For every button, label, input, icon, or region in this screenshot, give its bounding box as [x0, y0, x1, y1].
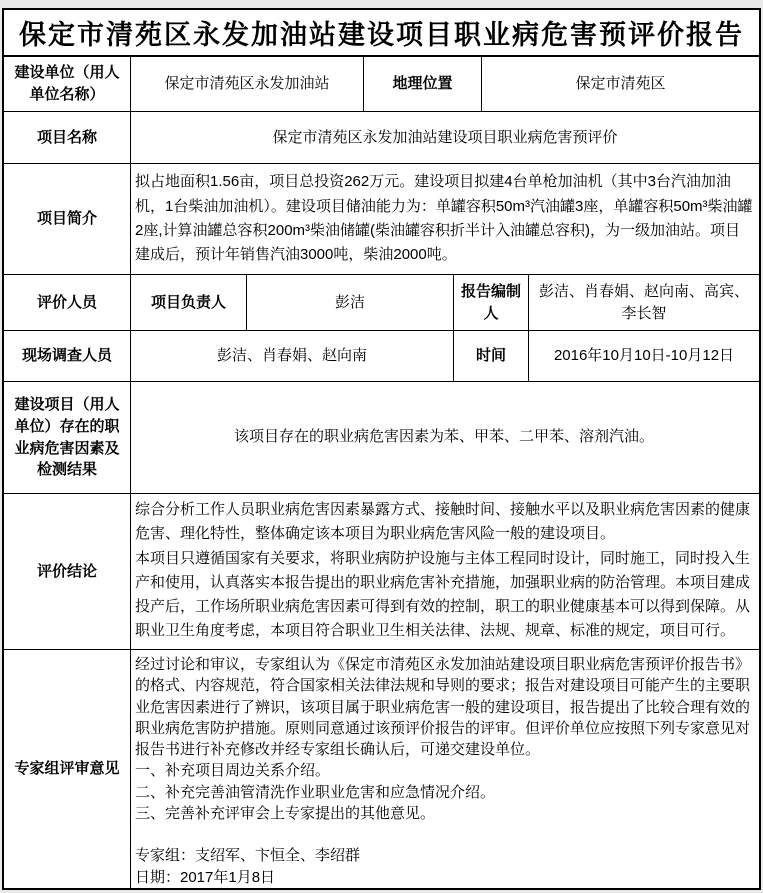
evaluators-label: 评价人员 — [4, 275, 131, 330]
expert-opinion-paragraph: 经过讨论和审议，专家组认为《保定市清苑区永发加油站建设项目职业病危害预评价报告书》的格式、内容规范，符合国家相关法律法规和导则的要求；报告对建设项目可能产生的主要职业危害因素进行了辨识，该项目属于职业病危害一般的建设项目，报告提出了比较合理有效的职业病危害防护措施。原则同意通过该预评价报告的评审。但评价单位应按照下列专家意见对报告书进行补充修改并经专家组长确认后，可递交建设单位。 — [135, 656, 751, 759]
report-writers-value: 彭洁、肖春娟、赵向南、高宾、李长智 — [538, 282, 749, 322]
report-table — [2, 8, 761, 890]
location-value: 保定市清苑区 — [575, 75, 666, 93]
survey-label: 现场调查人员 — [4, 331, 131, 381]
conclusion-paragraph-2: 本项目只遵循国家有关要求，将职业病防护设施与主体工程同时设计，同时施工，同时投入生产和使用，认真落实本报告提出的职业病危害补充措施，加强职业病的防治管理。本项目建成投产后，工作场所职业病危害因素可得到有效的控制，职工的职业健康基本可以得到保障。从职业卫生角度考虑，本项目符合职业卫生相关法律、法规、规章、标准的规定，项目可行。 — [135, 549, 751, 640]
conclusion-label: 评价结论 — [4, 494, 131, 649]
hazards-value — [131, 382, 759, 493]
expert-group-signature: 专家组：支绍军、卞恒全、李绍群 — [135, 847, 361, 865]
project-leader-label: 项目负责人 — [131, 275, 247, 330]
report-writers-label: 报告编制人 — [454, 275, 529, 330]
project-name-label: 项目名称 — [4, 112, 131, 163]
row-expert-opinion — [4, 650, 759, 888]
title-row — [4, 10, 759, 57]
row-hazards — [4, 382, 759, 494]
conclusion-paragraph-1: 综合分析工作人员职业病危害因素暴露方式、接触时间、接触水平以及职业病危害因素的健康危害、理化特性，整体确定该本项目为职业病危害风险一般的建设项目。 — [135, 501, 751, 543]
row-conclusion — [4, 494, 759, 650]
project-intro-value — [131, 164, 759, 274]
row-evaluators — [4, 275, 759, 331]
expert-opinion-value — [131, 650, 759, 888]
row-project-name — [4, 112, 759, 164]
survey-value: 彭洁、肖春娟、赵向南 — [131, 331, 454, 381]
row-unit — [4, 57, 759, 112]
expert-opinion-item-1: 一、补充项目周边关系介绍。 — [135, 762, 331, 780]
project-intro-label: 项目简介 — [4, 164, 131, 274]
row-survey — [4, 331, 759, 382]
conclusion-value — [131, 494, 759, 649]
report-title: 保定市清苑区永发加油站建设项目职业病危害预评价报告 — [19, 20, 744, 50]
expert-opinion-date: 日期：2017年1月8日 — [135, 868, 276, 886]
survey-time-value: 2016年10月10日-10月12日 — [553, 347, 735, 365]
hazards-label: 建设项目（用人单位）存在的职业病危害因素及检测结果 — [4, 382, 131, 493]
row-project-intro — [4, 164, 759, 275]
unit-value: 保定市清苑区永发加油站 — [131, 57, 364, 111]
location-label: 地理位置 — [364, 57, 482, 111]
expert-opinion-label: 专家组评审意见 — [4, 650, 131, 888]
survey-time-label: 时间 — [454, 331, 529, 381]
project-leader-value: 彭洁 — [247, 275, 454, 330]
expert-opinion-item-2: 二、补充完善油管清洗作业职业危害和应急情况介绍。 — [135, 783, 496, 801]
hazards-text: 该项目存在的职业病危害因素为苯、甲苯、二甲苯、溶剂汽油。 — [233, 428, 654, 446]
project-intro-text: 拟占地面积1.56亩，项目总投资262万元。建设项目拟建4台单枪加油机（其中3台汽油加油机，1台柴油加油机）。建设项目储油能力为：单罐容积50m³汽油罐3座，单罐容积50m³柴油罐2座,计算油罐总容积200m³柴油储罐(柴油罐容积折半计入油罐总容积)，为一级加油站。项目建成后，预计年销售汽油3000吨，柴油2000吨。 — [135, 173, 753, 264]
unit-label: 建设单位（用人单位名称） — [4, 57, 131, 111]
project-name-value: 保定市清苑区永发加油站建设项目职业病危害预评价 — [272, 128, 618, 146]
expert-opinion-item-3: 三、完善补充评审会上专家提出的其他意见。 — [135, 805, 436, 823]
